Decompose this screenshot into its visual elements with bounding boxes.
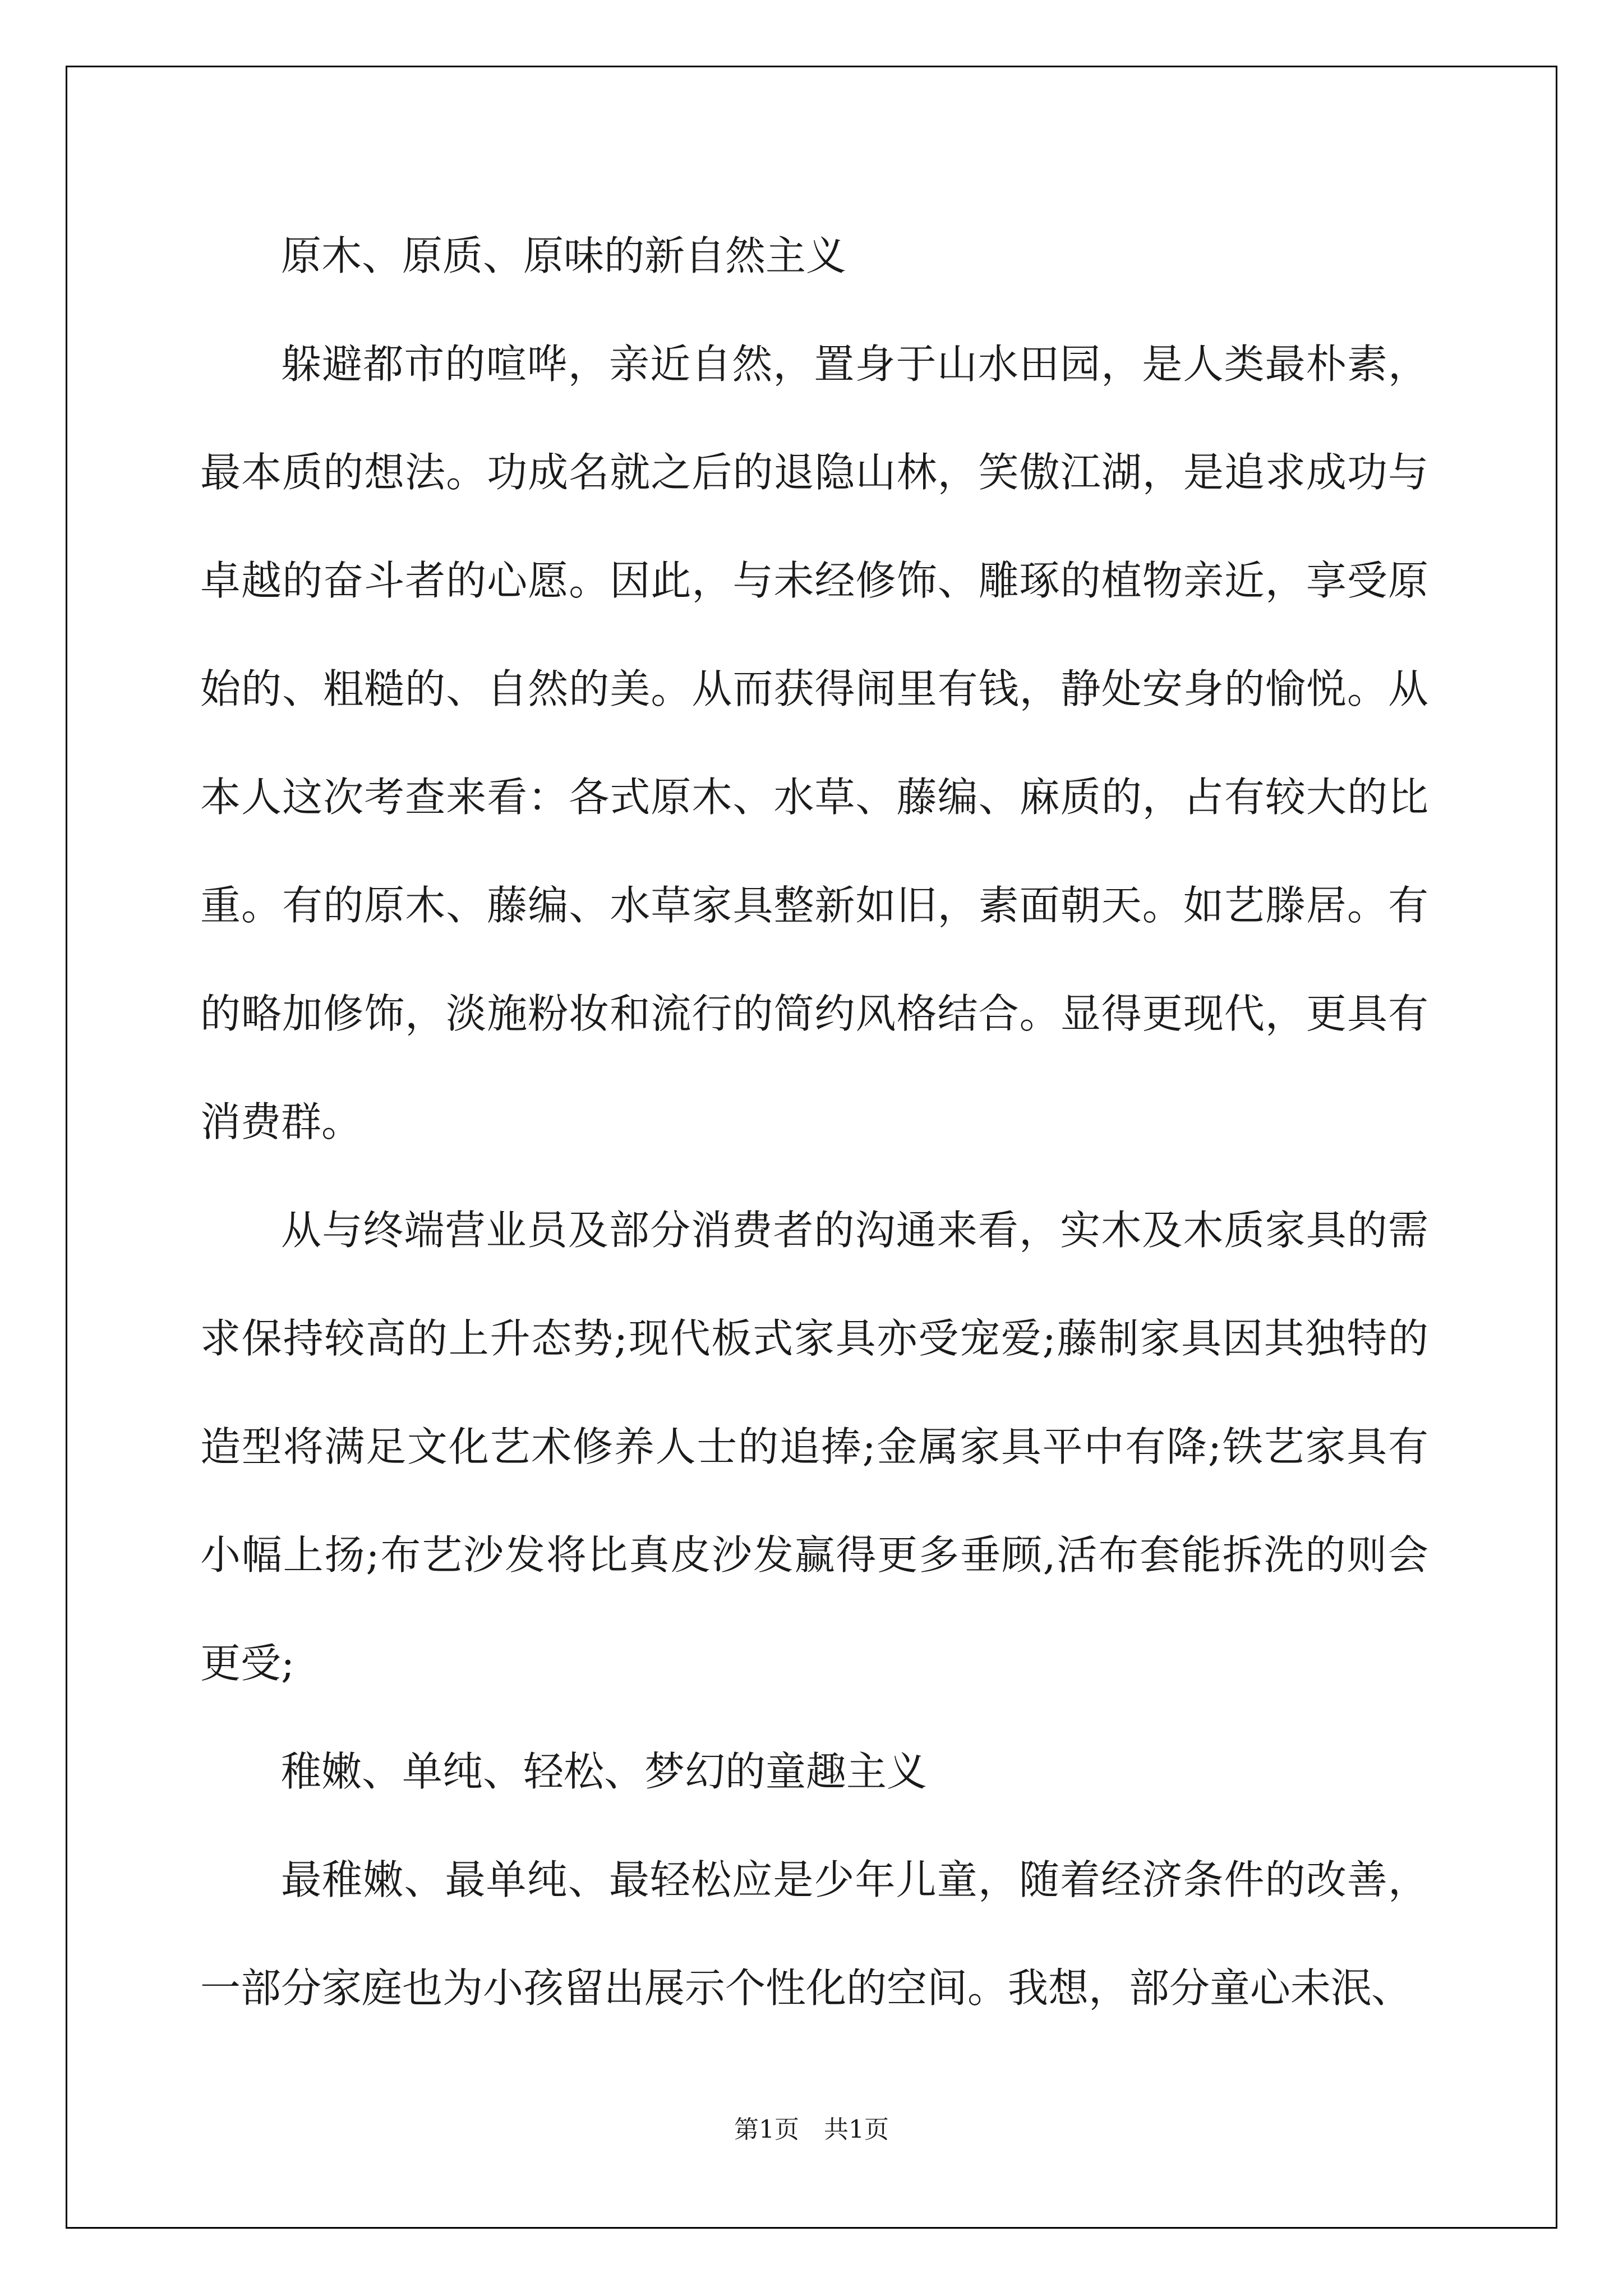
section-heading-natural: 原木、原质、原味的新自然主义 bbox=[281, 232, 847, 279]
paragraph-childlike-intro: 最稚嫩、最单纯、最轻松应是少年儿童，随着经济条件的改善，一部分家庭也为小孩留出展示个性化的空间。我想，部分童心未泯、 bbox=[200, 1856, 1428, 2012]
document-body bbox=[200, 202, 1428, 2042]
paragraph-market-trends: 从与终端营业员及部分消费者的沟通来看，实木及木质家具的需求保持较高的上升态势;现代板式家具亦受宠爱;藤制家具因其独特的造型将满足文化艺术修养人士的追捧;金属家具平中有降;铁艺家具有小幅上扬;布艺沙发将比真皮沙发赢得更多垂顾,活布套能拆洗的则会更受; bbox=[200, 1207, 1428, 1687]
paragraph-natural-intro: 躲避都市的喧哗，亲近自然，置身于山水田园，是人类最朴素，最本质的想法。功成名就之后的退隐山林，笑傲江湖，是追求成功与卓越的奋斗者的心愿。因此，与未经修饰、雕琢的植物亲近，享受原始的、粗糙的、自然的美。从而获得闹里有钱，静处安身的愉悦。从本人这次考查来看：各式原木、水草、藤编、麻质的，占有较大的比重。有的原木、藤编、水草家具整新如旧，素面朝天。如艺滕居。有的略加修饰，淡施粉妆和流行的简约风格结合。显得更现代，更具有消费群。 bbox=[200, 341, 1428, 1145]
section-heading-childlike: 稚嫩、单纯、轻松、梦幻的童趣主义 bbox=[281, 1748, 928, 1795]
page-footer: 第1页 共1页 bbox=[734, 2115, 889, 2144]
